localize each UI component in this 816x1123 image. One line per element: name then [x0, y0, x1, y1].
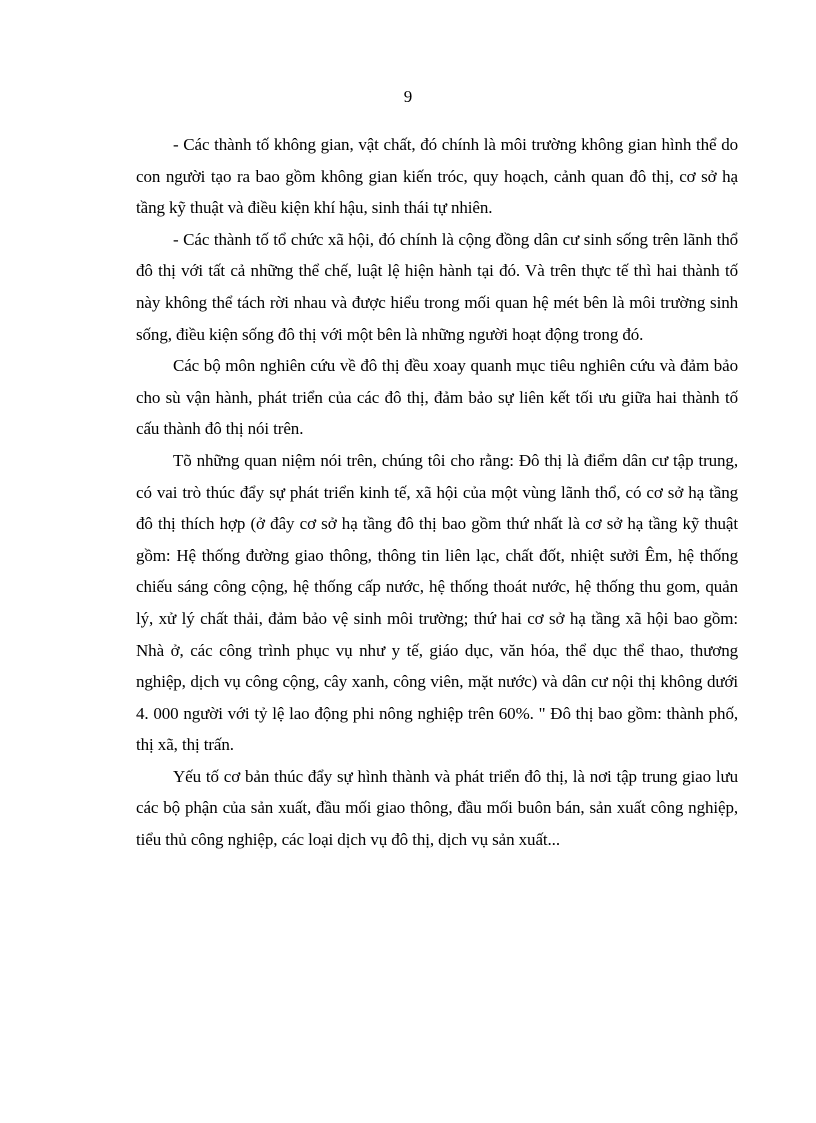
- page-number: 9: [403, 87, 413, 106]
- paragraph-5: Yếu tố cơ bản thúc đẩy sự hình thành và phát triển đô thị, là nơi tập trung giao lưu các bộ phận của sản xuất, đầu mối giao thông, đầu mối buôn bán, sản xuất công nghiệp, tiểu thủ công nghiệp, các loại dịch vụ đô thị, dịch vụ sản xuất...: [136, 766, 738, 850]
- body-text: [136, 129, 738, 856]
- paragraph-2: - Các thành tố tổ chức xã hội, đó chính là cộng đồng dân cư sinh sống trên lãnh thổ đô thị với tất cả những thể chế, luật lệ hiện hành tại đó. Và trên thực tế thì hai thành tố này không thể tách rời nhau và được hiểu trong mối quan hệ mét bên là môi trường sinh sống, điều kiện sống đô thị với một bên là những người hoạt động trong đó.: [136, 229, 738, 344]
- paragraph-4: Tõ những quan niệm nói trên, chúng tôi cho rằng: Đô thị là điểm dân cư tập trung, có vai trò thúc đẩy sự phát triển kinh tế, xã hội của một vùng lãnh thổ, có cơ sở hạ tầng đô thị thích hợp (ở đây cơ sở hạ tầng đô thị bao gồm thứ nhất là cơ sở hạ tầng kỹ thuật gồm: Hệ thống đường giao thông, thông tin liên lạc, chất đốt, nhiệt sưởi Êm, hệ thống chiếu sáng công cộng, hệ thống cấp nước, hệ thống thoát nước, hệ thống thu gom, quản lý, xử lý chất thải, đảm bảo vệ sinh môi trường; thứ hai cơ sở hạ tầng xã hội bao gồm: Nhà ở, các công trình phục vụ như y tế, giáo dục, văn hóa, thể dục thể thao, thương nghiệp, dịch vụ công cộng, cây xanh, công viên, mặt nước) và dân cư nội thị không dưới 4. 000 người với tỷ lệ lao động phi nông nghiệp trên 60%. " Đô thị bao gồm: thành phố, thị xã, thị trấn.: [136, 450, 738, 755]
- paragraph-3: Các bộ môn nghiên cứu về đô thị đều xoay quanh mục tiêu nghiên cứu và đảm bảo cho sù vận hành, phát triển của các đô thị, đảm bảo sự liên kết tối ưu giữa hai thành tố cấu thành đô thị nói trên.: [136, 356, 738, 439]
- paragraph-1: - Các thành tố không gian, vật chất, đó chính là môi trường không gian hình thể do con người tạo ra bao gồm không gian kiến tróc, quy hoạch, cảnh quan đô thị, cơ sở hạ tầng kỹ thuật và điều kiện khí hậu, sinh thái tự nhiên.: [136, 135, 738, 218]
